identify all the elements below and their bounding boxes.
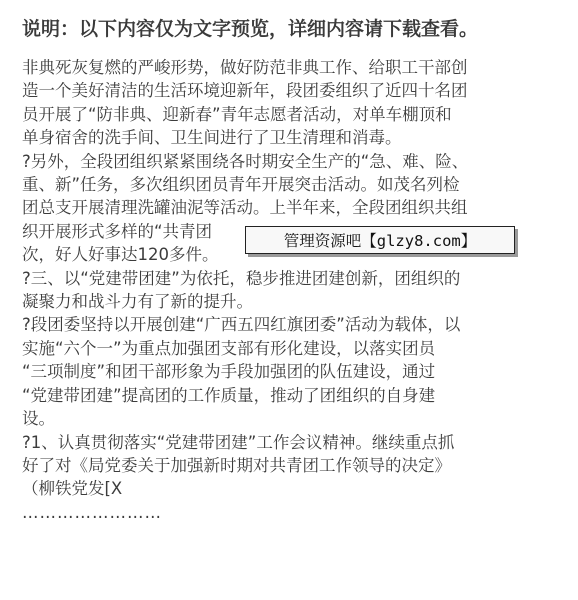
text-line: 好了对《局党委关于加强新时期对共青团工作领导的决定》: [22, 455, 451, 475]
text-line: （柳铁党发[X: [22, 479, 123, 499]
text-line: ?另外，全段团组织紧紧围绕各时期安全生产的“急、难、险、: [22, 151, 469, 171]
text-line: ?三、以“党建带团建”为依托，稳步推进团建创新，团组织的: [22, 268, 461, 288]
text-line: 单身宿舍的洗手间、卫生间进行了卫生清理和消毒。: [22, 128, 402, 148]
text-line: 凝聚力和战斗力有了新的提升。: [22, 292, 253, 312]
text-line: 实施“六个一”为重点加强团支部有形化建设，以落实团员: [22, 338, 436, 358]
text-line: “三项制度”和团干部形象为手段加强团的队伍建设，通过: [22, 362, 436, 382]
text-line: 重、新”任务，多次组织团员青年开展突击活动。如茂名列检: [22, 175, 460, 195]
text-line: 员开展了“防非典、迎新春”青年志愿者活动，对单车棚顶和: [22, 104, 452, 124]
text-line: ?段团委坚持以开展创建“广西五四红旗团委”活动为载体，以: [22, 315, 461, 335]
text-line: 织开展形式多样的“共青团: [22, 221, 213, 241]
watermark-banner: 管理资源吧【glzy8.com】: [245, 226, 515, 254]
text-line: ?1、认真贯彻落实“党建带团建”工作会议精神。继续重点抓: [22, 432, 455, 452]
text-line: 次，好人好事达120多件。: [22, 245, 219, 265]
text-line: 非典死灰复燃的严峻形势，做好防范非典工作、给职工干部创: [22, 58, 468, 77]
preview-notice: 说明：以下内容仅为文字预览，详细内容请下载查看。: [22, 18, 479, 40]
text-line: “党建带团建”提高团的工作质量，推动了团组织的自身建: [22, 385, 436, 405]
text-line: 造一个美好清洁的生活环境迎新年，段团委组织了近四十名团: [22, 81, 468, 101]
text-line: 设。: [22, 409, 55, 429]
document-body: [22, 56, 558, 524]
ellipsis-line: ……………………: [22, 502, 162, 522]
text-line: 团总支开展清理洗罐油泥等活动。上半年来，全段团组织共组: [22, 198, 468, 218]
